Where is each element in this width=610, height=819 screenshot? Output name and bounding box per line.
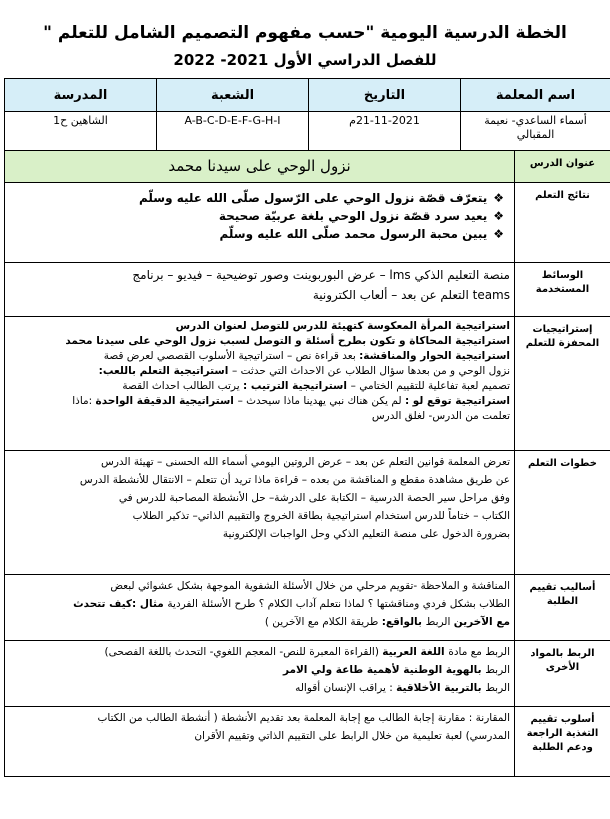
evaluation-label: أساليب تقييم الطلبة xyxy=(515,575,610,641)
header-section: الشعبة xyxy=(157,79,309,112)
info-table xyxy=(4,78,610,151)
outcome-item: ❖يتعرّف قصّة نزول الوحي على الرّسول صلّى الله عليه وسلّم xyxy=(138,191,504,205)
header-teacher: اسم المعلمة xyxy=(461,79,610,112)
feedback-label: أسلوب تقييم التغذية الراجعة ودعم الطلبة xyxy=(515,707,610,777)
outcomes-label: نتائج التعلم xyxy=(515,183,610,263)
page-subtitle: للفصل الدراسي الأول 2021- 2022 xyxy=(173,51,437,69)
outcomes-cell xyxy=(5,183,515,263)
lesson-title-label: عنوان الدرس xyxy=(515,151,610,183)
strategies-label: إستراتيجيات المحفزة للتعلم xyxy=(515,317,610,451)
media-cell: منصة التعليم الذكي lms – عرض البوربوينت وصور توضيحية – فيديو – برنامج teams التعلم عن بعد – ألعاب الكترونية xyxy=(5,263,515,317)
evaluation-cell: المناقشة و الملاحظة -تقويم مرحلي من خلال الأسئلة الشفوية الموجهة بشكل عشوائي لبعض الطلاب بشكل فردي ومناقشتها ؟ لماذا نتعلم آداب الكلام ؟ طرح الأسئلة الفردية مثال :كيف تتحدث مع الآخرين الربط بالواقع: طريقة الكلام مع الآخرين ) xyxy=(5,575,515,641)
link-subjects-label: الربط بالمواد الأخرى xyxy=(515,641,610,707)
outcome-item: ❖يبين محبة الرسول محمد صلّى الله عليه وسلّم xyxy=(219,227,504,241)
lesson-date: 21-11-2021م xyxy=(309,112,461,151)
media-label: الوسائط المستخدمة xyxy=(515,263,610,317)
bullet-icon: ❖ xyxy=(493,227,504,241)
bullet-icon: ❖ xyxy=(493,191,504,205)
link-subjects-cell: الربط مع مادة اللغة العربية (القراءة المعبرة للنص- المعجم اللغوي- التحدث باللغة الفصحى) الربط بالهوية الوطنية لأهمية طاعة ولي الامر الربط بالتربية الأخلاقية : يراقب الإنسان أقواله xyxy=(5,641,515,707)
strategies-cell: استراتيجية المرأة المعكوسة كتهيئة للدرس للتوصل لعنوان الدرس استراتيجية المحاكاة و تكون بطرح أسئلة و التوصل لسبب نزول الوحي على سيدنا محمد استراتيجية الحوار والمناقشة: بعد قراءة نص – استراتيجية الأسلوب القصصي لعرض قصة نزول الوحي و من بعدها سؤال الطلاب عن الاحداث التي حدثت – استراتيجية التعلم باللعب: تصميم لعبة تفاعلية للتقييم الختامي – استراتيجية الترتيب : يرتب الطالب احداث القصة استراتيجية توقع لو : لم يكن هناك نبي يهدينا ماذا سيحدث – استراتيجية الدقيقة الواحدة :ماذا تعلمت من الدرس- لغلق الدرس xyxy=(5,317,515,451)
bullet-icon: ❖ xyxy=(493,209,504,223)
lesson-title-value: نزول الوحي على سيدنا محمد xyxy=(5,151,515,183)
feedback-cell: المقارنة : مقارنة إجابة الطالب مع إجابة المعلمة بعد تقديم الأنشطة ( أنشطة الطالب من الكتاب المدرسي) لعبة تعليمية من خلال الرابط على التقييم الذاتي وتقييم الأقران xyxy=(5,707,515,777)
steps-label: خطوات التعلم xyxy=(515,451,610,575)
header-date: التاريخ xyxy=(309,79,461,112)
plan-table xyxy=(4,150,610,777)
header-school: المدرسة xyxy=(5,79,157,112)
section-value: A-B-C-D-E-F-G-H-I xyxy=(157,112,309,151)
steps-cell: تعرض المعلمة قوانين التعلم عن بعد – عرض الروتين اليومي أسماء الله الحسنى – تهيئة الدرس عن طريق مشاهدة مقطع و المناقشة من بعده – قراءة ماذا تريد أن تتعلم – الانتقال للأنشطة الدرس وفق مراحل سير الحصة الدرسية – الكتابة على الدرشة– حل الأنشطة المصاحبة للدرس في الكتاب – ختاماً للدرس استخدام استراتيجية بطاقة الخروج والتقييم الذاتي– تذكير الطلاب بضرورة الدخول على منصة التعليم الذكي وحل الواجبات الإلكترونية xyxy=(5,451,515,575)
outcome-item: ❖يعيد سرد قصّة نزول الوحي بلغة عربيّة صحيحة xyxy=(218,209,504,223)
school-value: الشاهين ح1 xyxy=(5,112,157,151)
teacher-name: أسماء الساعدي- نعيمة المقبالي xyxy=(461,112,610,151)
page-title: الخطة الدرسية اليومية "حسب مفهوم التصميم الشامل للتعلم " xyxy=(43,23,567,43)
